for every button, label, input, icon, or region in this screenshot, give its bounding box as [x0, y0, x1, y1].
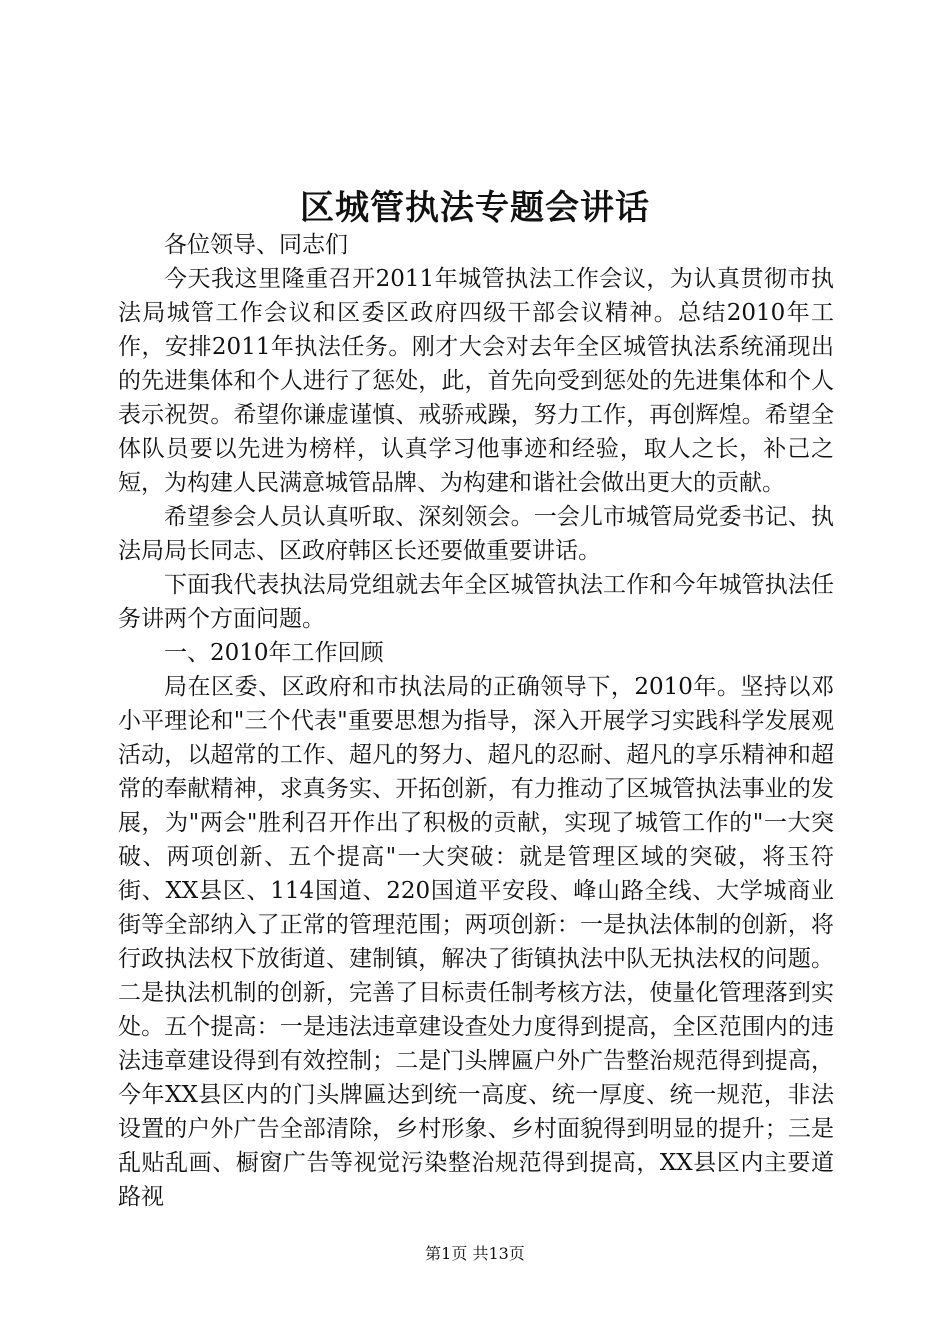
body-paragraph: 下面我代表执法局党组就去年全区城管执法工作和今年城管执法任务讲两个方面问题。 — [118, 572, 834, 632]
body-paragraph: 希望参会人员认真听取、深刻领会。一会儿市城管局党委书记、执法局局长同志、区政府韩区长还要做重要讲话。 — [118, 504, 834, 564]
document-body — [118, 228, 834, 1214]
document-title: 区城管执法专题会讲话 — [300, 188, 650, 228]
salutation-paragraph: 各位领导、同志们 — [164, 232, 348, 258]
page-footer: 第1页 共13页 — [425, 1244, 525, 1263]
body-paragraph: 今天我这里隆重召开2011年城管执法工作会议，为认真贯彻市执法局城管工作会议和区委区政府四级干部会议精神。总结2010年工作，安排2011年执法任务。刚才大会对去年全区城管执法系统涌现出的先进集体和个人进行了惩处，此，首先向受到惩处的先进集体和个人表示祝贺。希望你谦虚谨慎、戒骄戒躁，努力工作，再创辉煌。希望全体队员要以先进为榜样，认真学习他事迹和经验，取人之长，补己之短，为构建人民满意城管品牌、为构建和谐社会做出更大的贡献。 — [118, 266, 834, 496]
body-paragraph: 局在区委、区政府和市执法局的正确领导下，2010年。坚持以邓小平理论和"三个代表"重要思想为指导，深入开展学习实践科学发展观活动，以超常的工作、超凡的努力、超凡的忍耐、超凡的享乐精神和超常的奉献精神，求真务实、开拓创新，有力推动了区城管执法事业的发展，为"两会"胜利召开作出了积极的贡献，实现了城管工作的"一大突破、两项创新、五个提高"一大突破：就是管理区域的突破，将玉符街、XX县区、114国道、220国道平安段、峰山路全线、大学城商业街等全部纳入了正常的管理范围；两项创新：一是执法体制的创新，将行政执法权下放街道、建制镇，解决了街镇执法中队无执法权的问题。二是执法机制的创新，完善了目标责任制考核方法，使量化管理落到实处。五个提高：一是违法违章建设查处力度得到提高，全区范围内的违法违章建设得到有效控制；二是门头牌匾户外广告整治规范得到提高，今年XX县区内的门头牌匾达到统一高度、统一厚度、统一规范，非法设置的户外广告全部清除，乡村形象、乡村面貌得到明显的提升；三是乱贴乱画、橱窗广告等视觉污染整治规范得到提高，XX县区内主要道路视 — [118, 674, 834, 1210]
section-heading: 一、2010年工作回顾 — [164, 640, 384, 666]
